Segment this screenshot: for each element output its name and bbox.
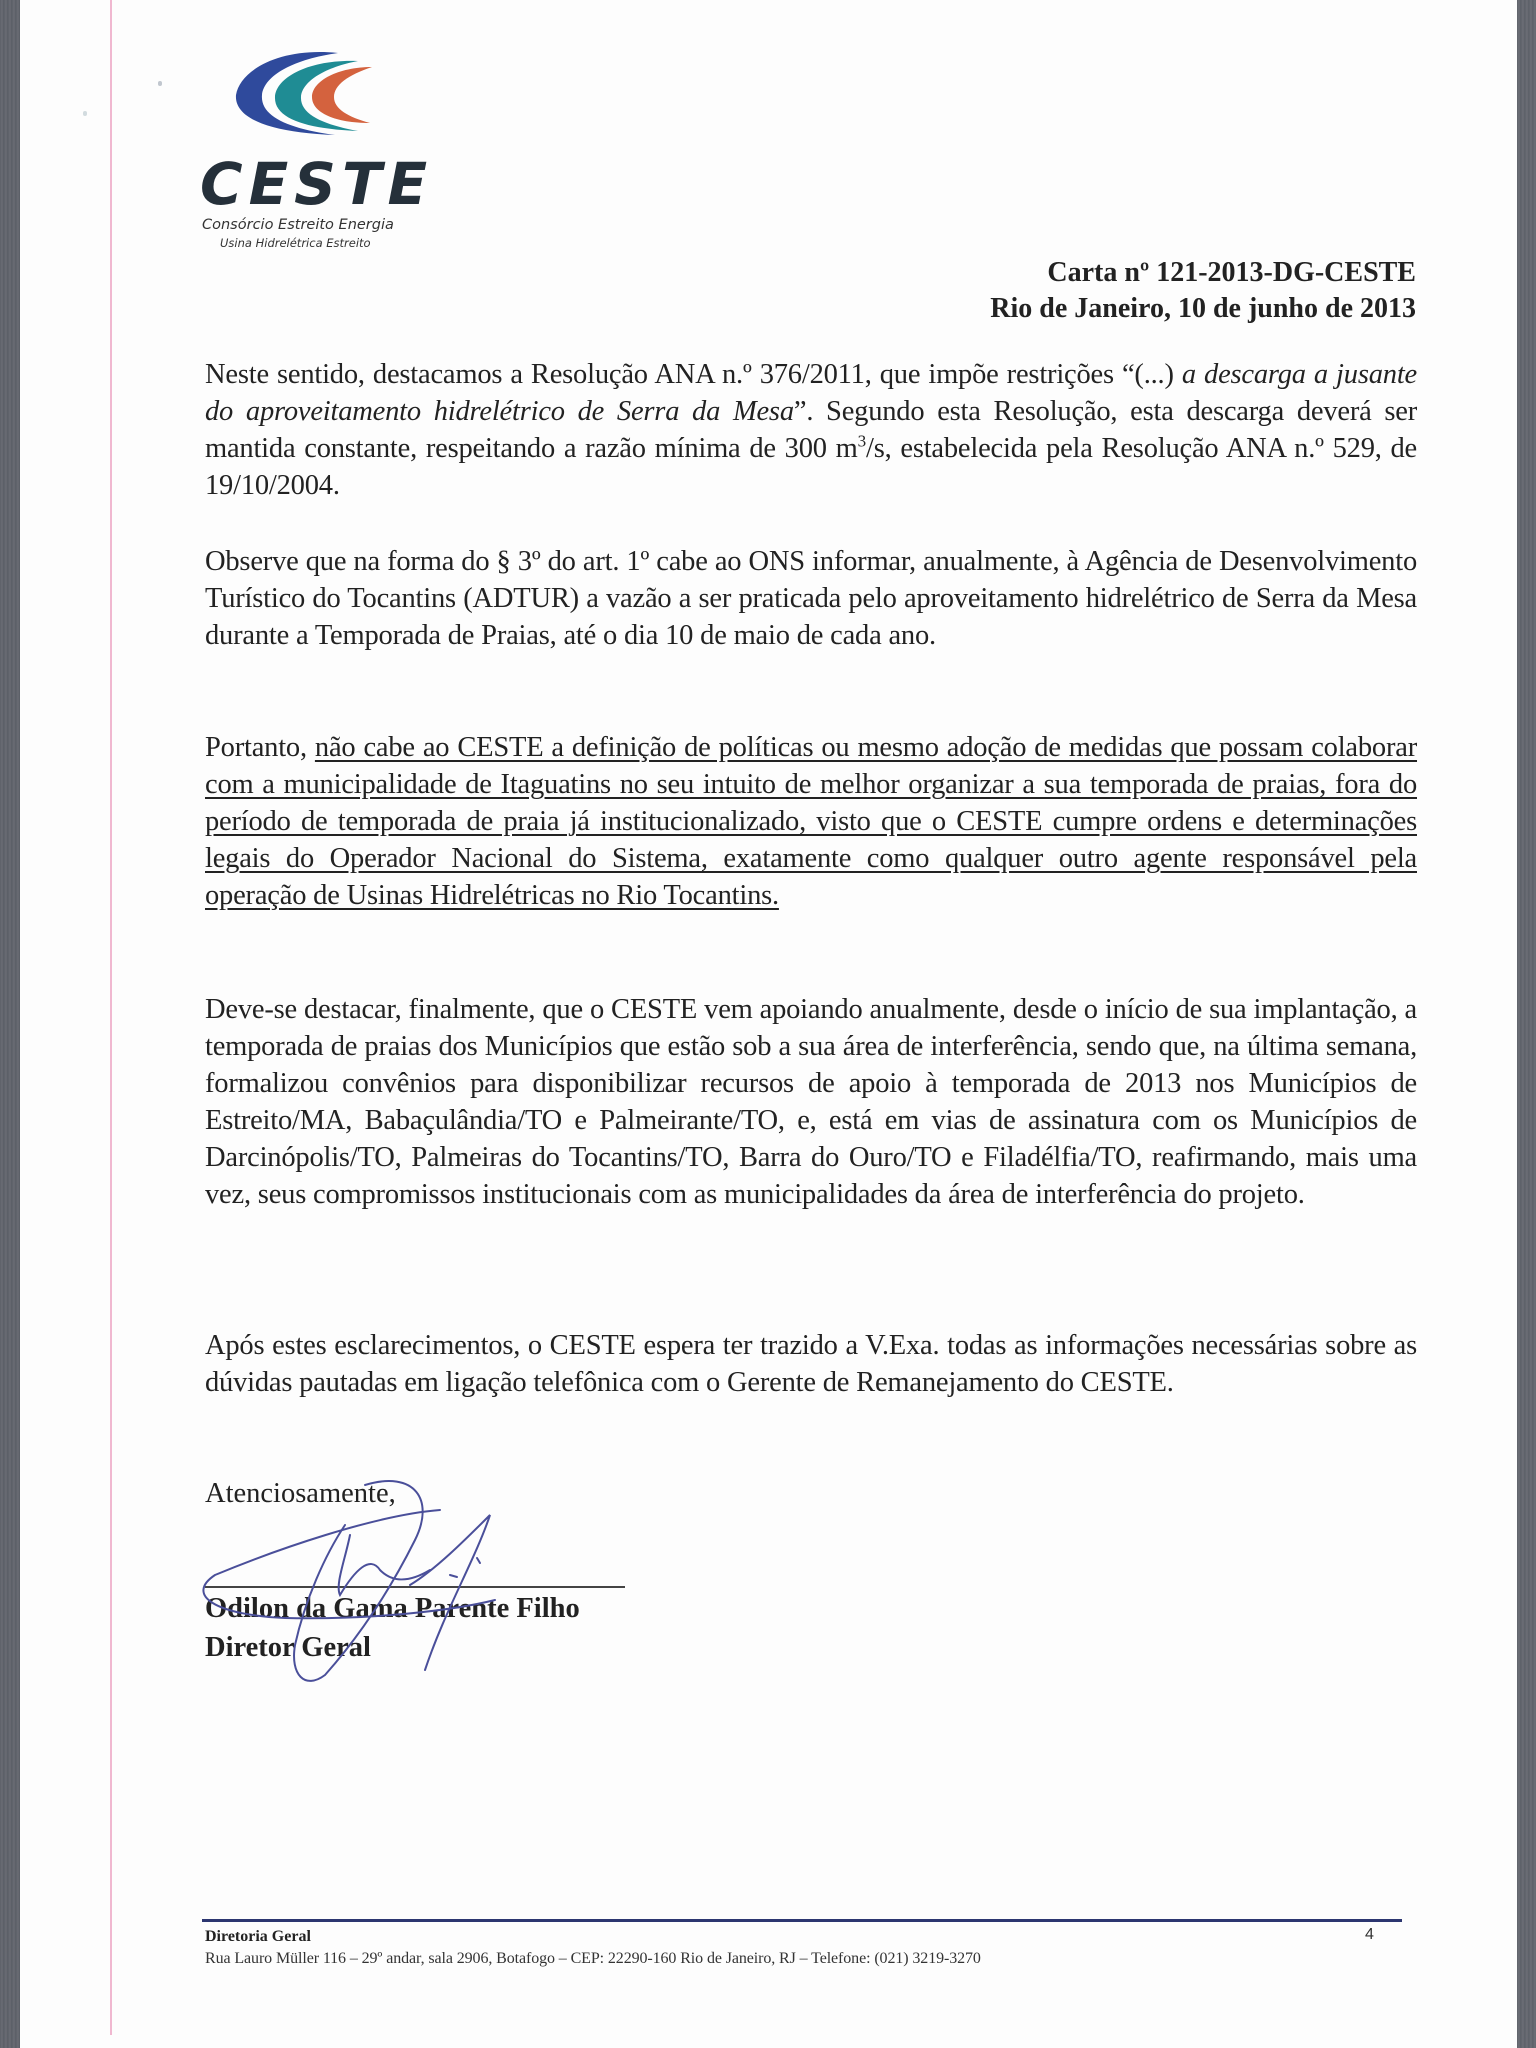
logo-wordmark: CESTE	[200, 150, 434, 218]
logo-arc-orange	[312, 67, 372, 123]
paragraph-3-underlined: não cabe ao CESTE a definição de políticas ou mesmo adoção de medidas que possam colaborar com a municipalidade de Itaguatins no seu intuito de melhor organizar a sua temporada de praias, fora do período de temporada de praia já institucionalizado, visto que o CESTE cumpre ordens e determinações legais do Operador Nacional do Sistema, exatamente como qualquer outro agente responsável pela operação de Usinas Hidrelétricas no Rio Tocantins.	[205, 732, 1418, 911]
paragraph-1-text-a: Neste sentido, destacamos a Resolução ANA n.º 376/2011, que impõe restrições “(...)	[205, 359, 1182, 390]
scan-edge-left	[0, 0, 20, 2048]
footer-department: Diretoria Geral	[205, 1928, 311, 1945]
letter-place-date: Rio de Janeiro, 10 de junho de 2013	[990, 293, 1416, 324]
logo-tagline: Usina Hidrelétrica Estreito	[220, 236, 371, 250]
signature-line	[205, 1586, 625, 1588]
signer-name: Odilon da Gama Parente Filho	[205, 1593, 580, 1624]
paragraph-3-lead: Portanto,	[205, 732, 315, 763]
signer-title: Diretor Geral	[205, 1632, 371, 1663]
paragraph-3	[205, 729, 1417, 914]
page-margin-line	[110, 0, 112, 2035]
paragraph-1-text-c: /s, estabelecida pela Resolução ANA n.º 529, de 19/10/2004.	[205, 433, 1417, 501]
paragraph-1-superscript: 3	[857, 431, 866, 451]
paragraph-4: Deve-se destacar, finalmente, que o CESTE vem apoiando anualmente, desde o início de sua implantação, a temporada de praias dos Municípios que estão sob a sua área de interferência, sendo que, na última semana, formalizou convênios para disponibilizar recursos de apoio à temporada de 2013 nos Municípios de Estreito/MA, Babaçulândia/TO e Palmeirante/TO, e, está em vias de assinatura com os Municípios de Darcinópolis/TO, Palmeiras do Tocantins/TO, Barra do Ouro/TO e Filadélfia/TO, reafirmando, mais uma vez, seus compromissos institucionais com as municipalidades da área de interferência do projeto.	[205, 994, 1417, 1210]
letter-header	[990, 255, 1416, 327]
ceste-logo-icon	[230, 45, 380, 145]
scan-speck	[83, 111, 87, 116]
paragraph-1-quote: a descarga a jusante do aproveitamento hidrelétrico de Serra da Mesa	[205, 359, 1417, 427]
paragraph-1-text-b: ”. Segundo esta Resolução, esta descarga deverá ser mantida constante, respeitando a razão mínima de 300 m	[205, 396, 1417, 464]
letter-reference: Carta nº 121-2013-DG-CESTE	[1047, 257, 1416, 288]
page-number: 4	[1365, 1926, 1374, 1943]
logo-subtitle: Consórcio Estreito Energia	[202, 217, 394, 233]
scan-edge-right	[1517, 0, 1536, 2048]
scan-speck	[158, 81, 162, 86]
paragraph-5: Após estes esclarecimentos, o CESTE espera ter trazido a V.Exa. todas as informações necessárias sobre as dúvidas pautadas em ligação telefônica com o Gerente de Remanejamento do CESTE.	[205, 1330, 1417, 1398]
paragraph-1	[205, 356, 1417, 504]
ceste-logo	[200, 45, 434, 255]
footer-address: Rua Lauro Müller 116 – 29º andar, sala 2906, Botafogo – CEP: 22290-160 Rio de Janeiro, RJ – Telefone: (021) 3219-3270	[205, 1950, 981, 1967]
closing-salutation: Atenciosamente,	[205, 1478, 396, 1509]
footer-rule	[202, 1919, 1402, 1922]
paragraph-2: Observe que na forma do § 3º do art. 1º cabe ao ONS informar, anualmente, à Agência de Desenvolvimento Turístico do Tocantins (ADTUR) a vazão a ser praticada pelo aproveitamento hidrelétrico de Serra da Mesa durante a Temporada de Praias, até o dia 10 de maio de cada ano.	[205, 546, 1417, 651]
